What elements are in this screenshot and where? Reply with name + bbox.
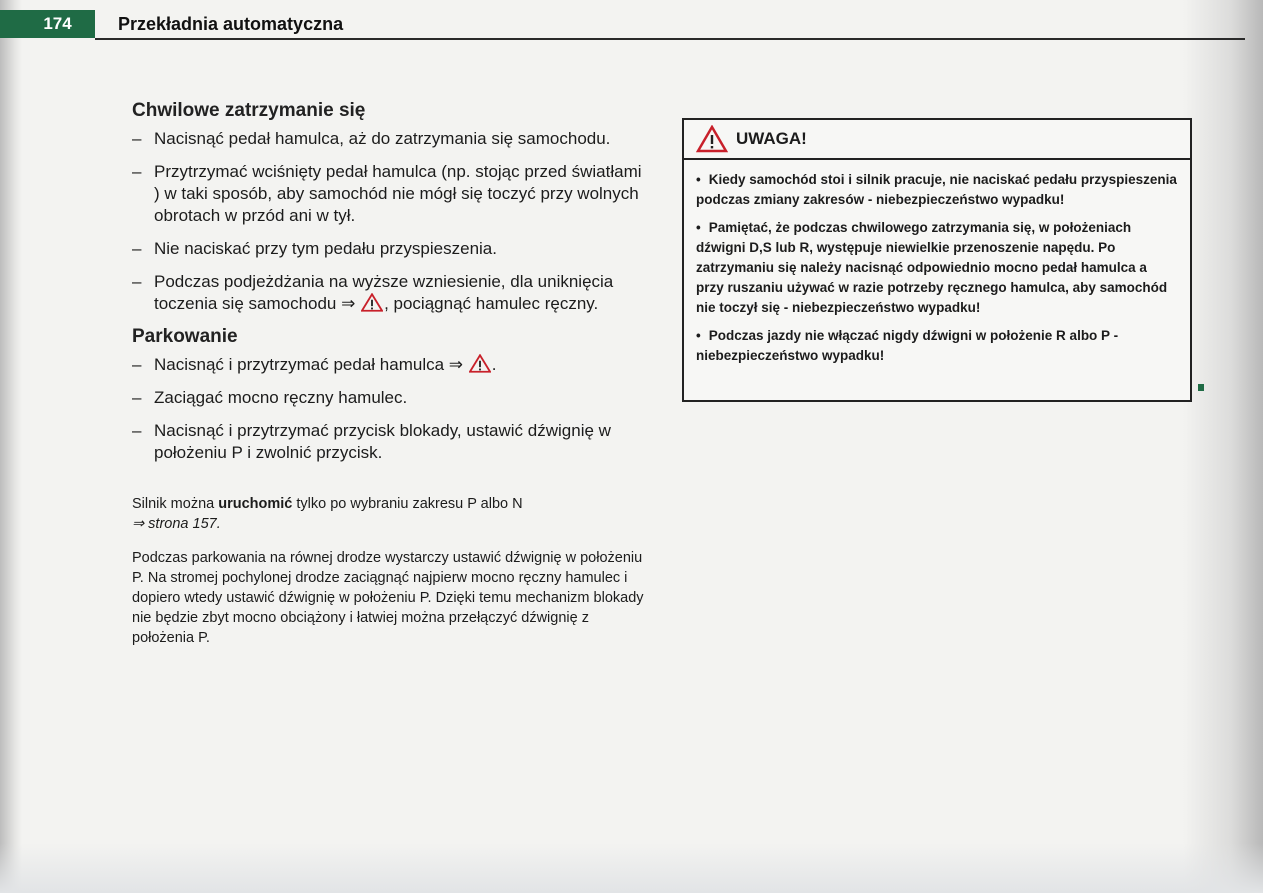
dash: – xyxy=(132,388,142,407)
page-title: Przekładnia automatyczna xyxy=(118,14,344,34)
step-text-end: , pociągnąć hamulec ręczny. xyxy=(384,294,599,313)
step-text: Przytrzymać wciśnięty pedał hamulca (np. stojąc przed światłami ) w taki sposób, aby samochód nie mógł się toczyć przy wolnych obrotach w przód ani w tył. xyxy=(154,162,642,225)
step-text: Nacisnąć i przytrzymać przycisk blokady, ustawić dźwignię w położeniu P i zwolnić przycisk. xyxy=(154,421,611,462)
step-text: Zaciągać mocno ręczny hamulec. xyxy=(154,388,408,407)
section-end-marker xyxy=(1198,384,1204,391)
step-text: Nie naciskać przy tym pedału przyspieszenia. xyxy=(154,239,497,258)
note-parking: Podczas parkowania na równej drodze wystarczy ustawić dźwignię w położeniu P. Na stromej pochylonej drodze zaciągnąć najpierw mocno ręczny hamulec i dopiero wtedy ustawić dźwignię w położeniu P. Dzięki temu mechanizm blokady nie będzie zbyt mocno obciążony i łatwiej można przełączyć dźwignię z położenia P. xyxy=(132,550,644,646)
list-item xyxy=(132,387,647,409)
list-item xyxy=(132,420,647,464)
dash: – xyxy=(132,129,142,148)
warning-text: Pamiętać, że podczas chwilowego zatrzymania się, w położeniach dźwigni D,S lub R, występuje niewielkie przenoszenie napędu. Po zatrzymaniu się należy nacisnąć odpowiednio mocno pedał hamulca a przy ruszaniu używać w razie potrzeby ręcznego hamulca, aby samochód nie toczył się - niebezpieczeństwo wypadku! xyxy=(696,220,1168,315)
dash: – xyxy=(132,239,142,258)
list-item xyxy=(132,161,647,227)
warning-item xyxy=(696,326,1178,366)
step-text: Nacisnąć pedał hamulca, aż do zatrzymania się samochodu. xyxy=(154,129,611,148)
warning-triangle-icon[interactable] xyxy=(361,293,383,312)
note-text: tylko po wybraniu zakresu P albo N xyxy=(292,496,523,512)
warning-item xyxy=(696,170,1178,210)
list-item xyxy=(132,271,647,315)
note-engine-start xyxy=(132,494,647,534)
page-edge-shadow xyxy=(1183,0,1263,893)
warning-text: Kiedy samochód stoi i silnik pracuje, nie naciskać pedału przyspieszenia podczas zmiany zakresów - niebezpieczeństwo wypadku! xyxy=(696,172,1177,207)
note-emphasis: uruchomić xyxy=(218,496,293,512)
warning-triangle-icon[interactable] xyxy=(469,354,491,373)
list-item xyxy=(132,354,647,376)
left-column xyxy=(132,100,647,662)
page-bottom-shadow xyxy=(0,843,1263,893)
warning-header xyxy=(684,120,1190,160)
step-text-start: Podczas podjeżdżania na wyższe wzniesienie, dla uniknięcia toczenia się samochodu ⇒ xyxy=(154,272,614,313)
page-number: 174 xyxy=(0,10,95,38)
page-reference-link[interactable]: ⇒ strona 157. xyxy=(132,516,221,532)
bullet: • xyxy=(696,328,701,343)
step-text xyxy=(154,354,647,376)
warning-box xyxy=(682,118,1192,402)
section-heading-stop: Chwilowe zatrzymanie się xyxy=(132,100,366,121)
page-spine-shadow xyxy=(0,0,22,893)
section-heading-parking: Parkowanie xyxy=(132,326,238,347)
header-rule xyxy=(95,38,1245,40)
list-item xyxy=(132,128,647,150)
warning-item xyxy=(696,218,1178,318)
dash: – xyxy=(132,272,142,291)
warning-triangle-icon xyxy=(696,125,728,153)
dash: – xyxy=(132,355,142,374)
warning-text: Podczas jazdy nie włączać nigdy dźwigni w położenie R albo P - niebezpieczeństwo wypadku! xyxy=(696,328,1119,363)
step-text-end: . xyxy=(491,355,497,374)
list-item xyxy=(132,238,647,260)
dash: – xyxy=(132,421,142,440)
step-text xyxy=(154,271,647,315)
warning-title: UWAGA! xyxy=(736,129,807,148)
note-text: Silnik można xyxy=(132,496,219,512)
step-text-start: Nacisnąć i przytrzymać pedał hamulca ⇒ xyxy=(154,355,468,374)
dash: – xyxy=(132,162,142,181)
bullet: • xyxy=(696,220,701,235)
bullet: • xyxy=(696,172,701,187)
